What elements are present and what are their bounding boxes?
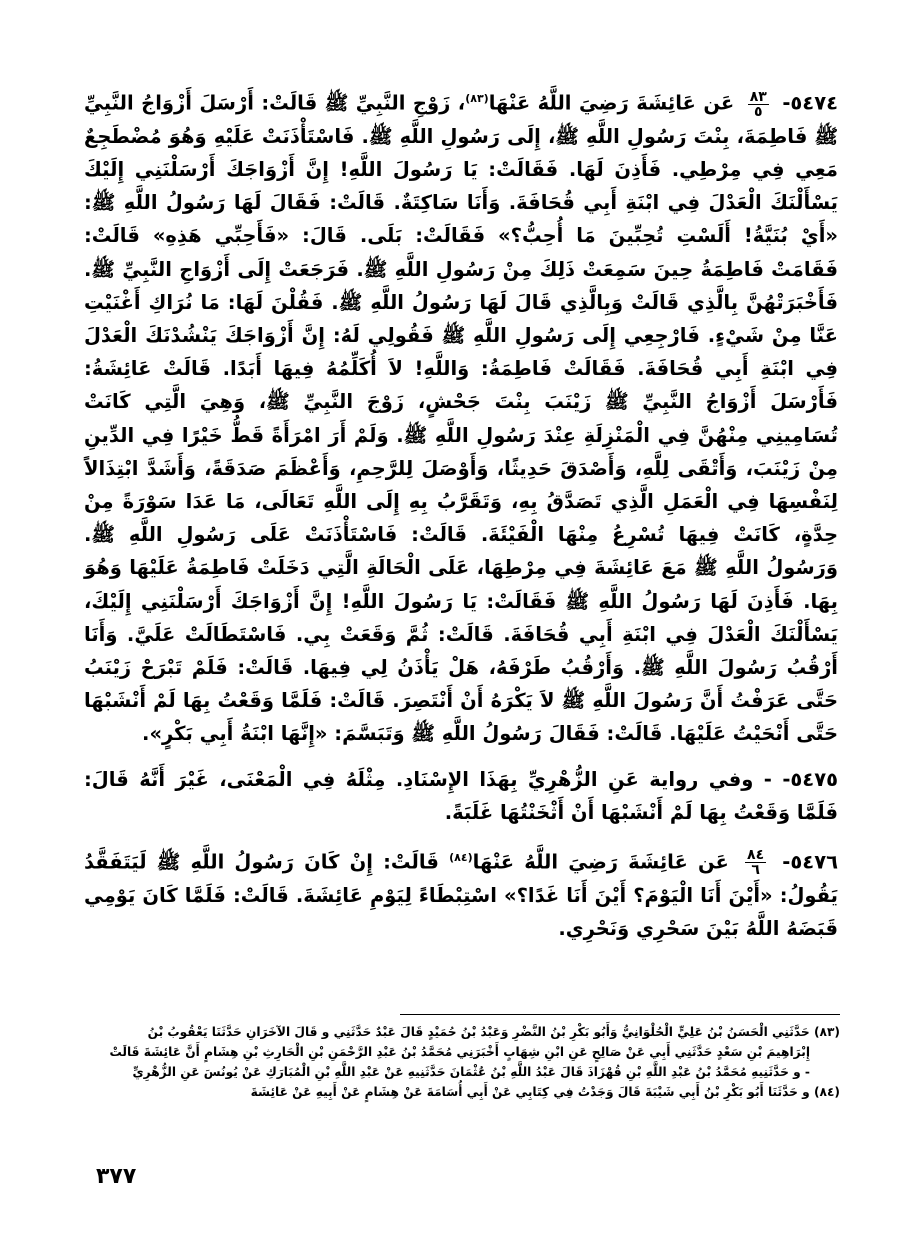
hadith-index-fraction: $\frac{٨٤}{٦}$ [747,847,765,879]
hadith-5476 [84,841,838,945]
footnote-84: (٨٤) و حَدَّثَنَا أَبُو بَكْرِ بْنُ أَبِي شَيْبَةَ قَالَ وَجَدْتُ فِي كِتَابِي عَنْ أَبِي أُسَامَةَ عَنْ هِشَامٍ عَنْ أَبِيهِ عَنْ عَائِشَةَ [250,1085,840,1099]
footnote-83: (٨٣) حَدَّثَنِي الْحَسَنُ بْنُ عَلِيٍّ الْحُلْوَانِيُّ وَأَبُو بَكْرِ بْنُ النَّضْرِ وَعَبْدُ بْنُ حُمَيْدٍ قَالَ عَبْدٌ حَدَّثَنِي و قَالَ الآخَرَانِ حَدَّثَنَا يَعْقُوبُ بْنُ [147,1025,840,1039]
hadith-5475 [84,763,838,829]
page-body [84,82,838,945]
hadith-text: ، زَوْجِ النَّبِيِّ ﷺ قَالَتْ: أَرْسَلَ أَزْوَاجُ النَّبِيِّ ﷺ فَاطِمَةَ، بِنْتَ رَسُولِ اللَّهِ ﷺ، إِلَى رَسُولِ اللَّهِ ﷺ. فَاسْتَأْذَنَتْ عَلَيْهِ وَهُوَ مُضْطَجِعٌ مَعِي فِي مِرْطِي. فَأَذِنَ لَهَا. فَقَالَتْ: يَا رَسُولَ اللَّهِ! إِنَّ أَزْوَاجَكَ أَرْسَلْنَنِي إِلَيْكَ يَسْأَلْنَكَ الْعَدْلَ فِي ابْنَةِ أَبِي قُحَافَةَ. وَأَنَا سَاكِتَةٌ. قَالَتْ: فَقَالَ لَهَا رَسُولُ اللَّهِ ﷺ: «أَيْ بُنَيَّةُ! أَلَسْتِ تُحِبِّينَ مَا أُحِبُّ؟» فَقَالَتْ: بَلَى. قَالَ: «فَأَحِبِّي هَذِهِ» قَالَتْ: فَقَامَتْ فَاطِمَةُ حِينَ سَمِعَتْ ذَلِكَ مِنْ رَسُولِ اللَّهِ ﷺ. فَرَجَعَتْ إِلَى أَزْوَاجِ النَّبِيِّ ﷺ. فَأَخْبَرَتْهُنَّ بِالَّذِي قَالَتْ وَبِالَّذِي قَالَ لَهَا رَسُولُ اللَّهِ ﷺ. فَقُلْنَ لَهَا: مَا نُرَاكِ أَغْنَيْتِ عَنَّا مِنْ شَيْءٍ. فَارْجِعِي إِلَى رَسُولِ اللَّهِ ﷺ فَقُولِي لَهُ: إِنَّ أَزْوَاجَكَ يَنْشُدْنَكَ الْعَدْلَ فِي ابْنَةِ أَبِي قُحَافَةَ. فَقَالَتْ فَاطِمَةُ: وَاللَّهِ! لاَ أُكَلِّمُهُ فِيهَا أَبَدًا. قَالَتْ عَائِشَةُ: فَأَرْسَلَ أَزْوَاجُ النَّبِيِّ ﷺ زَيْنَبَ بِنْتَ جَحْشٍ، زَوْجَ النَّبِيِّ ﷺ، وَهِيَ الَّتِي كَانَتْ تُسَامِينِي مِنْهُنَّ فِي الْمَنْزِلَةِ عِنْدَ رَسُولِ اللَّهِ ﷺ. وَلَمْ أَرَ امْرَأَةً قَطُّ خَيْرًا فِي الدِّينِ مِنْ زَيْنَبَ، وَأَتْقَى لِلَّهِ، وَأَصْدَقَ حَدِيثًا، وَأَوْصَلَ لِلرَّحِمِ، وَأَعْظَمَ صَدَقَةً، وَأَشَدَّ ابْتِذَالاً لِنَفْسِهَا فِي الْعَمَلِ الَّذِي تَصَدَّقُ بِهِ، وَتَقَرَّبُ بِهِ إِلَى اللَّهِ تَعَالَى، مَا عَدَا سَوْرَةً مِنْ حِدَّةٍ، كَانَتْ فِيهَا تُسْرِعُ مِنْهَا الْفَيْئَةَ. قَالَتْ: فَاسْتَأْذَنَتْ عَلَى رَسُولِ اللَّهِ ﷺ. وَرَسُولُ اللَّهِ ﷺ مَعَ عَائِشَةَ فِي مِرْطِهَا، عَلَى الْحَالَةِ الَّتِي دَخَلَتْ فَاطِمَةُ عَلَيْهَا وَهُوَ بِهَا. فَأَذِنَ لَهَا رَسُولُ اللَّهِ ﷺ فَقَالَتْ: يَا رَسُولَ اللَّهِ! إِنَّ أَزْوَاجَكَ أَرْسَلْنَنِي إِلَيْكَ، يَسْأَلْنَكَ الْعَدْلَ فِي ابْنَةِ أَبِي قُحَافَةَ. قَالَتْ: ثُمَّ وَقَعَتْ بِي. فَاسْتَطَالَتْ عَلَيَّ. وَأَنَا أَرْقُبُ رَسُولَ اللَّهِ ﷺ. وَأَرْقُبُ طَرْفَهُ، هَلْ يَأْذَنُ لِي فِيهَا. قَالَتْ: فَلَمْ تَبْرَحْ زَيْنَبُ حَتَّى عَرَفْتُ أَنَّ رَسُولَ اللَّهِ ﷺ لاَ يَكْرَهُ أَنْ أَنْتَصِرَ. قَالَتْ: فَلَمَّا وَقَعْتُ بِهَا لَمْ أَنْشَبْهَا حَتَّى أَنْحَيْتُ عَلَيْهَا. قَالَتْ: فَقَالَ رَسُولُ اللَّهِ ﷺ وَتَبَسَّمَ: «إِنَّهَا ابْنَةُ أَبِي بَكْرٍ». [84,91,838,746]
page-number: ٣٧٧ [96,1164,137,1189]
footnote-ref: (٨٣) [465,92,489,105]
hadith-text: قَالَتْ: إِنْ كَانَ رَسُولُ اللَّهِ ﷺ لَيَتَفَقَّدُ يَقُولُ: «أَيْنَ أَنَا الْيَوْمَ؟ أَيْنَ أَنَا غَدًا؟» اسْتِبْطَاءً لِيَوْمِ عَائِشَةَ. قَالَتْ: فَلَمَّا كَانَ يَوْمِي قَبَضَهُ اللَّهُ بَيْنَ سَحْرِي وَنَحْرِي. [84,850,838,940]
footnote-83-cont: إِبْرَاهِيمَ بْنِ سَعْدٍ حَدَّثَنِي أَبِي عَنْ صَالِحٍ عَنِ ابْنِ شِهَابٍ أَخْبَرَنِي مُحَمَّدُ بْنُ عَبْدِ الرَّحْمَنِ بْنِ الْحَارِثِ بْنِ هِشَامٍ أَنَّ عَائِشَةَ قَالَتْ [109,1045,810,1059]
footnote-ref: (٨٤) [449,850,473,864]
hadith-index-fraction: $\frac{٨٣}{٥}$ [749,88,767,120]
footnote-divider [400,1014,840,1015]
hadith-lead: عَن عَائِشَةَ رَضِيَ اللَّهُ عَنْهَا [488,91,735,115]
hadith-number: ٥٤٧٦- [782,850,838,874]
hadith-number: ٥٤٧٥- [782,767,839,791]
hadith-5474 [84,82,838,751]
footnotes [84,1022,840,1102]
hadith-number: ٥٤٧٤- [782,91,839,115]
hadith-lead: عَن عَائِشَةَ رَضِيَ اللَّهُ عَنْهَا [472,850,729,874]
footnote-83-cont: - و حَدَّثَنِيهِ مُحَمَّدُ بْنُ عَبْدِ اللَّهِ بْنِ قُهْزَاذَ قَالَ عَبْدُ اللَّهِ بْنُ عُثْمَانَ حَدَّثَنِيهِ عَنْ عَبْدِ اللَّهِ بْنِ الْمُبَارَكِ عَنْ يُونُسَ عَنِ الزُّهْرِيِّ [132,1065,810,1079]
hadith-text: - وفي رواية عَنِ الزُّهْرِيِّ بِهَذَا الإِسْنَادِ. مِثْلَهُ فِي الْمَعْنَى، غَيْرَ أَنَّهُ قَالَ: فَلَمَّا وَقَعْتُ بِهَا لَمْ أَنْشَبْهَا أَنْ أَثْخَنْتُهَا غَلَبَةً. [84,767,838,824]
